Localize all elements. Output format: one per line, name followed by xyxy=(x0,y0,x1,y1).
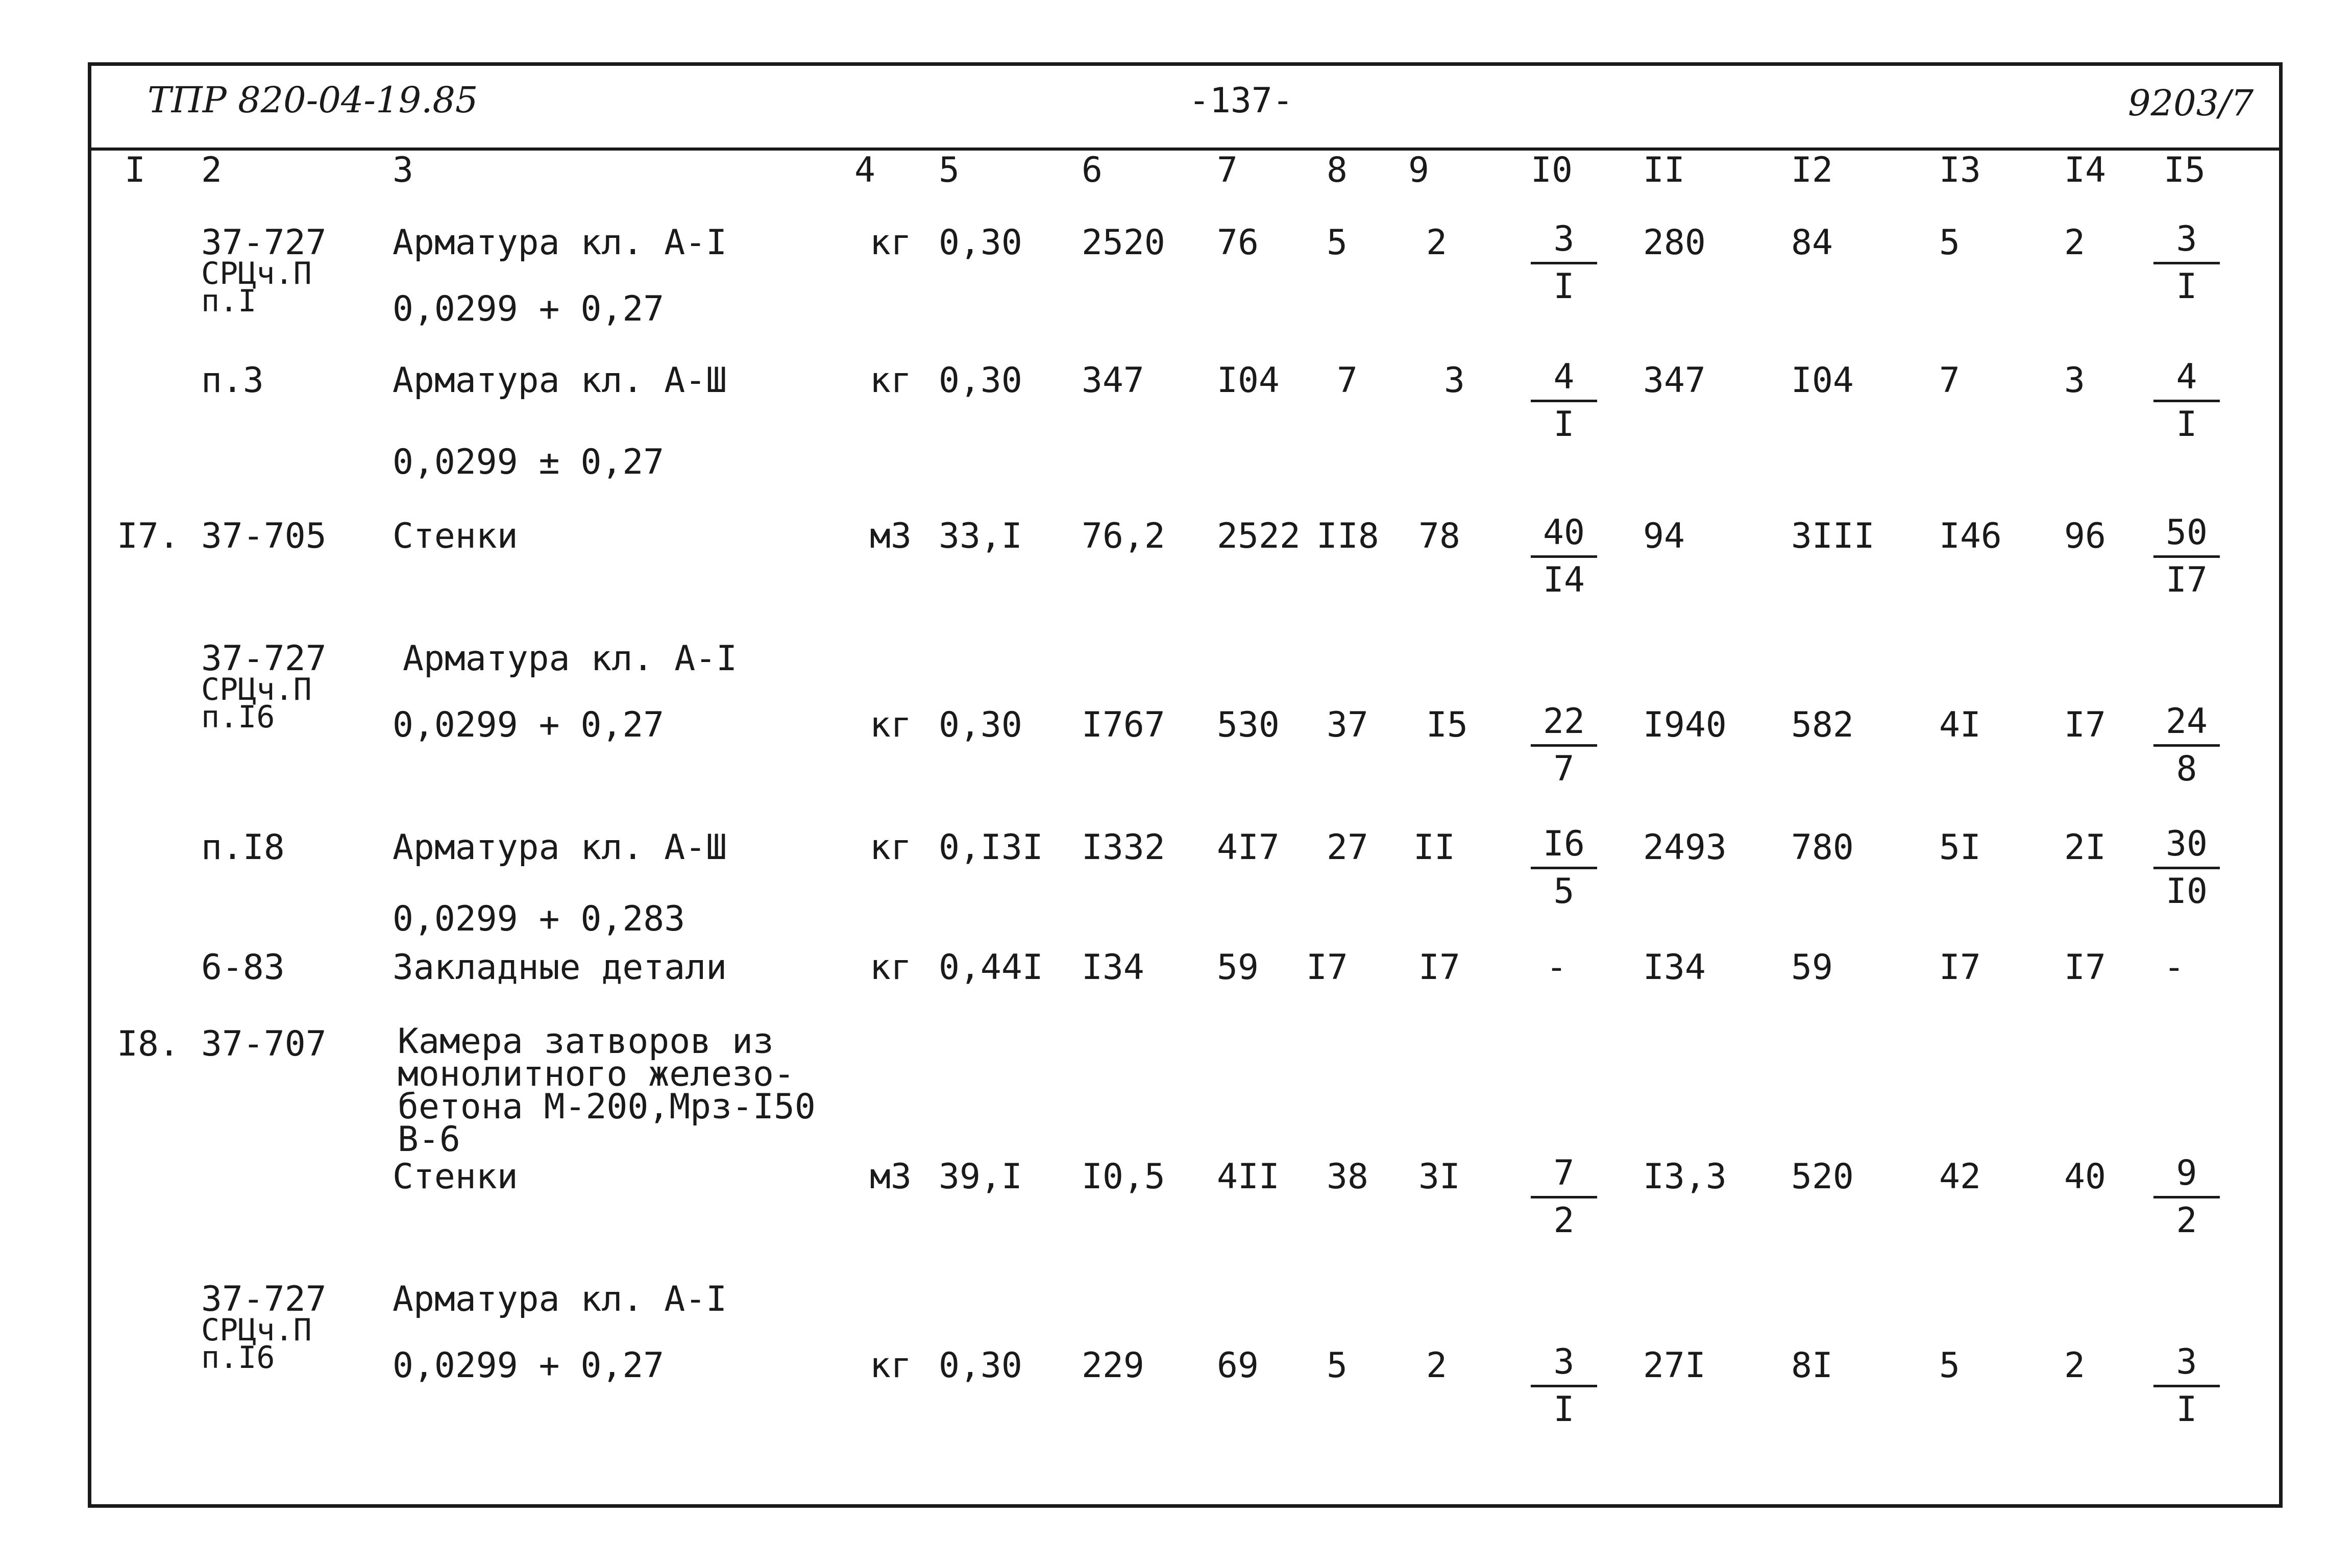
fraction-denominator: I0 xyxy=(2166,871,2208,912)
column-header: I4 xyxy=(2064,150,2106,190)
fraction-numerator: 24 xyxy=(2153,701,2220,747)
code: 37-707 xyxy=(201,1024,327,1064)
item-name: Стенки xyxy=(393,516,518,556)
unit: кг xyxy=(870,360,912,401)
unit: м3 xyxy=(870,516,912,556)
cell-c9: 3 xyxy=(1444,360,1465,401)
fraction-c15 xyxy=(2153,1153,2220,1241)
cell-c8: 5 xyxy=(1327,1345,1348,1386)
fraction-numerator: 50 xyxy=(2153,512,2220,558)
cell-c11: 347 xyxy=(1643,360,1706,401)
cell-c6: I0,5 xyxy=(1082,1157,1165,1197)
cell-c11: I940 xyxy=(1643,705,1727,745)
unit: м3 xyxy=(870,1157,912,1197)
fraction-c15 xyxy=(2153,701,2220,790)
fraction-denominator: I xyxy=(2176,1389,2197,1430)
section-title: Камера затворов из монолитного железо- бетона М-200,Мрз-I50 В-6 xyxy=(398,1021,816,1160)
fraction-denominator: I xyxy=(1553,1389,1575,1430)
fraction-denominator: I4 xyxy=(1543,560,1585,600)
item-name: Закладные детали xyxy=(393,947,727,988)
unit: кг xyxy=(870,223,912,263)
fraction-c15 xyxy=(2153,824,2220,912)
fraction-c10 xyxy=(1531,1153,1597,1241)
cell-c6: I332 xyxy=(1082,827,1165,868)
cell-c9: I5 xyxy=(1426,705,1468,745)
fraction-c10 xyxy=(1531,512,1597,601)
cell-c6: I767 xyxy=(1082,705,1165,745)
column-header: 5 xyxy=(939,150,960,190)
cell-c9: 2 xyxy=(1426,223,1447,263)
quantity: 0,30 xyxy=(939,1345,1022,1386)
fraction-numerator: 3 xyxy=(1531,1342,1597,1387)
cell-c7: 76 xyxy=(1217,223,1259,263)
fraction-c15 xyxy=(2153,357,2220,445)
code: 37-705 xyxy=(201,516,327,556)
fraction-c10 xyxy=(1531,824,1597,912)
cell-c6: 347 xyxy=(1082,360,1144,401)
cell-c12: 780 xyxy=(1791,827,1854,868)
unit: кг xyxy=(870,1345,912,1386)
fraction-c10 xyxy=(1531,219,1597,307)
column-header: I xyxy=(125,150,145,190)
quantity: 0,30 xyxy=(939,705,1022,745)
column-header: 4 xyxy=(854,150,875,190)
row-number: I7. xyxy=(117,516,180,556)
cell-c14: 96 xyxy=(2064,516,2106,556)
cell-c6: 229 xyxy=(1082,1345,1144,1386)
cell-c8: 5 xyxy=(1327,223,1348,263)
fraction-denominator: I7 xyxy=(2166,560,2208,600)
cell-c11: 2493 xyxy=(1643,827,1727,868)
quantity: 0,44I xyxy=(939,947,1043,988)
quantity: 0,30 xyxy=(939,223,1022,263)
unit: кг xyxy=(870,705,912,745)
fraction-numerator: 30 xyxy=(2153,824,2220,869)
cell-c14: 2I xyxy=(2064,827,2106,868)
cell-c8: I7 xyxy=(1306,947,1348,988)
column-header: 8 xyxy=(1327,150,1348,190)
cell-c9: II xyxy=(1413,827,1455,868)
column-header: I2 xyxy=(1791,150,1833,190)
code-subref: СРЦч.П п.I xyxy=(201,256,312,319)
cell-c14: 3 xyxy=(2064,360,2085,401)
cell-c12: 84 xyxy=(1791,223,1833,263)
page-number: -137- xyxy=(1189,81,1293,121)
cell-c9: 2 xyxy=(1426,1345,1447,1386)
fraction-c15 xyxy=(2153,512,2220,601)
doc-code: ТПР 820-04-19.85 xyxy=(148,79,478,121)
cell-c7: I04 xyxy=(1217,360,1280,401)
item-formula: 0,0299 + 0,27 xyxy=(393,289,665,329)
column-header: 2 xyxy=(201,150,222,190)
column-header: 3 xyxy=(393,150,413,190)
cell-c13: I46 xyxy=(1939,516,2002,556)
cell-c8: 38 xyxy=(1327,1157,1368,1197)
fraction-denominator: I xyxy=(2176,404,2197,445)
fraction-denominator: I xyxy=(1553,266,1575,307)
fraction-numerator: 9 xyxy=(2153,1153,2220,1198)
cell-c7: 4I7 xyxy=(1217,827,1280,868)
cell-c11: 280 xyxy=(1643,223,1706,263)
code: 37-727 xyxy=(201,1279,327,1319)
cell-c8: 7 xyxy=(1337,360,1358,401)
code: п.I8 xyxy=(201,827,285,868)
cell-c12: 59 xyxy=(1791,947,1833,988)
cell-c7: 69 xyxy=(1217,1345,1259,1386)
cell-c13: 5 xyxy=(1939,223,1960,263)
fraction-numerator: 3 xyxy=(1531,219,1597,264)
cell-c11: I3,3 xyxy=(1643,1157,1727,1197)
column-header: I5 xyxy=(2164,150,2206,190)
cell-c13: I7 xyxy=(1939,947,1981,988)
cell-c9: 3I xyxy=(1418,1157,1460,1197)
item-name: Арматура кл. А-I xyxy=(393,223,727,263)
fraction-c10 xyxy=(1531,357,1597,445)
cell-c12: 3III xyxy=(1791,516,1875,556)
fraction-denominator: 8 xyxy=(2176,749,2197,789)
cell-c8: 27 xyxy=(1327,827,1368,868)
cell-c7: 2522 xyxy=(1217,516,1301,556)
unit: кг xyxy=(870,947,912,988)
sheet-code: 9203/7 xyxy=(2128,82,2254,124)
code: 37-727 xyxy=(201,639,327,679)
fraction-numerator: 4 xyxy=(1531,357,1597,402)
cell-c12: 582 xyxy=(1791,705,1854,745)
document-sheet xyxy=(88,62,2283,1508)
item-name: Стенки xyxy=(393,1157,518,1197)
cell-c13: 42 xyxy=(1939,1157,1981,1197)
column-header: I0 xyxy=(1531,150,1573,190)
cell-c14: 40 xyxy=(2064,1157,2106,1197)
fraction-numerator: 40 xyxy=(1531,512,1597,558)
cell-c10: - xyxy=(1546,947,1567,988)
cell-c7: 4II xyxy=(1217,1157,1280,1197)
cell-c14: 2 xyxy=(2064,223,2085,263)
quantity: 0,30 xyxy=(939,360,1022,401)
quantity: 0,I3I xyxy=(939,827,1043,868)
cell-c14: I7 xyxy=(2064,705,2106,745)
cell-c9: I7 xyxy=(1418,947,1460,988)
cell-c12: 8I xyxy=(1791,1345,1833,1386)
item-name: Арматура кл. А-I xyxy=(403,639,738,679)
cell-c7: 59 xyxy=(1217,947,1259,988)
cell-c11: I34 xyxy=(1643,947,1706,988)
code-subref: СРЦч.П п.I6 xyxy=(201,672,312,735)
fraction-numerator: I6 xyxy=(1531,824,1597,869)
code: п.3 xyxy=(201,360,264,401)
cell-c6: I34 xyxy=(1082,947,1144,988)
fraction-denominator: I xyxy=(1553,404,1575,445)
column-header: I3 xyxy=(1939,150,1981,190)
cell-c13: 7 xyxy=(1939,360,1960,401)
cell-c9: 78 xyxy=(1418,516,1460,556)
fraction-denominator: 7 xyxy=(1553,749,1575,789)
row-number: I8. xyxy=(117,1024,180,1064)
unit: кг xyxy=(870,827,912,868)
column-header: 9 xyxy=(1408,150,1429,190)
fraction-numerator: 4 xyxy=(2153,357,2220,402)
cell-c7: 530 xyxy=(1217,705,1280,745)
fraction-denominator: 2 xyxy=(1553,1200,1575,1241)
item-formula: 0,0299 + 0,27 xyxy=(393,705,665,745)
fraction-c15 xyxy=(2153,219,2220,307)
cell-c11: 27I xyxy=(1643,1345,1706,1386)
fraction-numerator: 22 xyxy=(1531,701,1597,747)
code-subref: СРЦч.П п.I6 xyxy=(201,1312,312,1376)
column-header: II xyxy=(1643,150,1685,190)
fraction-numerator: 7 xyxy=(1531,1153,1597,1198)
fraction-denominator: 5 xyxy=(1553,871,1575,912)
fraction-numerator: 3 xyxy=(2153,1342,2220,1387)
cell-c12: I04 xyxy=(1791,360,1854,401)
item-formula: 0,0299 + 0,27 xyxy=(393,1345,665,1386)
cell-c12: 520 xyxy=(1791,1157,1854,1197)
cell-c13: 5 xyxy=(1939,1345,1960,1386)
item-name: Арматура кл. А-Ш xyxy=(393,827,727,868)
fraction-denominator: I xyxy=(2176,266,2197,307)
cell-c14: I7 xyxy=(2064,947,2106,988)
cell-c14: 2 xyxy=(2064,1345,2085,1386)
cell-c6: 76,2 xyxy=(1082,516,1165,556)
item-name: Арматура кл. А-Ш xyxy=(393,360,727,401)
code: 6-83 xyxy=(201,947,285,988)
cell-c6: 2520 xyxy=(1082,223,1165,263)
quantity: 39,I xyxy=(939,1157,1022,1197)
item-formula: 0,0299 + 0,283 xyxy=(393,899,685,939)
item-formula: 0,0299 ± 0,27 xyxy=(393,442,665,482)
fraction-denominator: 2 xyxy=(2176,1200,2197,1241)
code: 37-727 xyxy=(201,223,327,263)
cell-c11: 94 xyxy=(1643,516,1685,556)
item-name: Арматура кл. А-I xyxy=(393,1279,727,1319)
cell-c8: II8 xyxy=(1316,516,1379,556)
column-header: 6 xyxy=(1082,150,1103,190)
cell-c15: - xyxy=(2164,947,2185,988)
cell-c8: 37 xyxy=(1327,705,1368,745)
fraction-c10 xyxy=(1531,1342,1597,1430)
cell-c13: 5I xyxy=(1939,827,1981,868)
cell-c13: 4I xyxy=(1939,705,1981,745)
quantity: 33,I xyxy=(939,516,1022,556)
column-header: 7 xyxy=(1217,150,1238,190)
fraction-numerator: 3 xyxy=(2153,219,2220,264)
fraction-c10 xyxy=(1531,701,1597,790)
fraction-c15 xyxy=(2153,1342,2220,1430)
